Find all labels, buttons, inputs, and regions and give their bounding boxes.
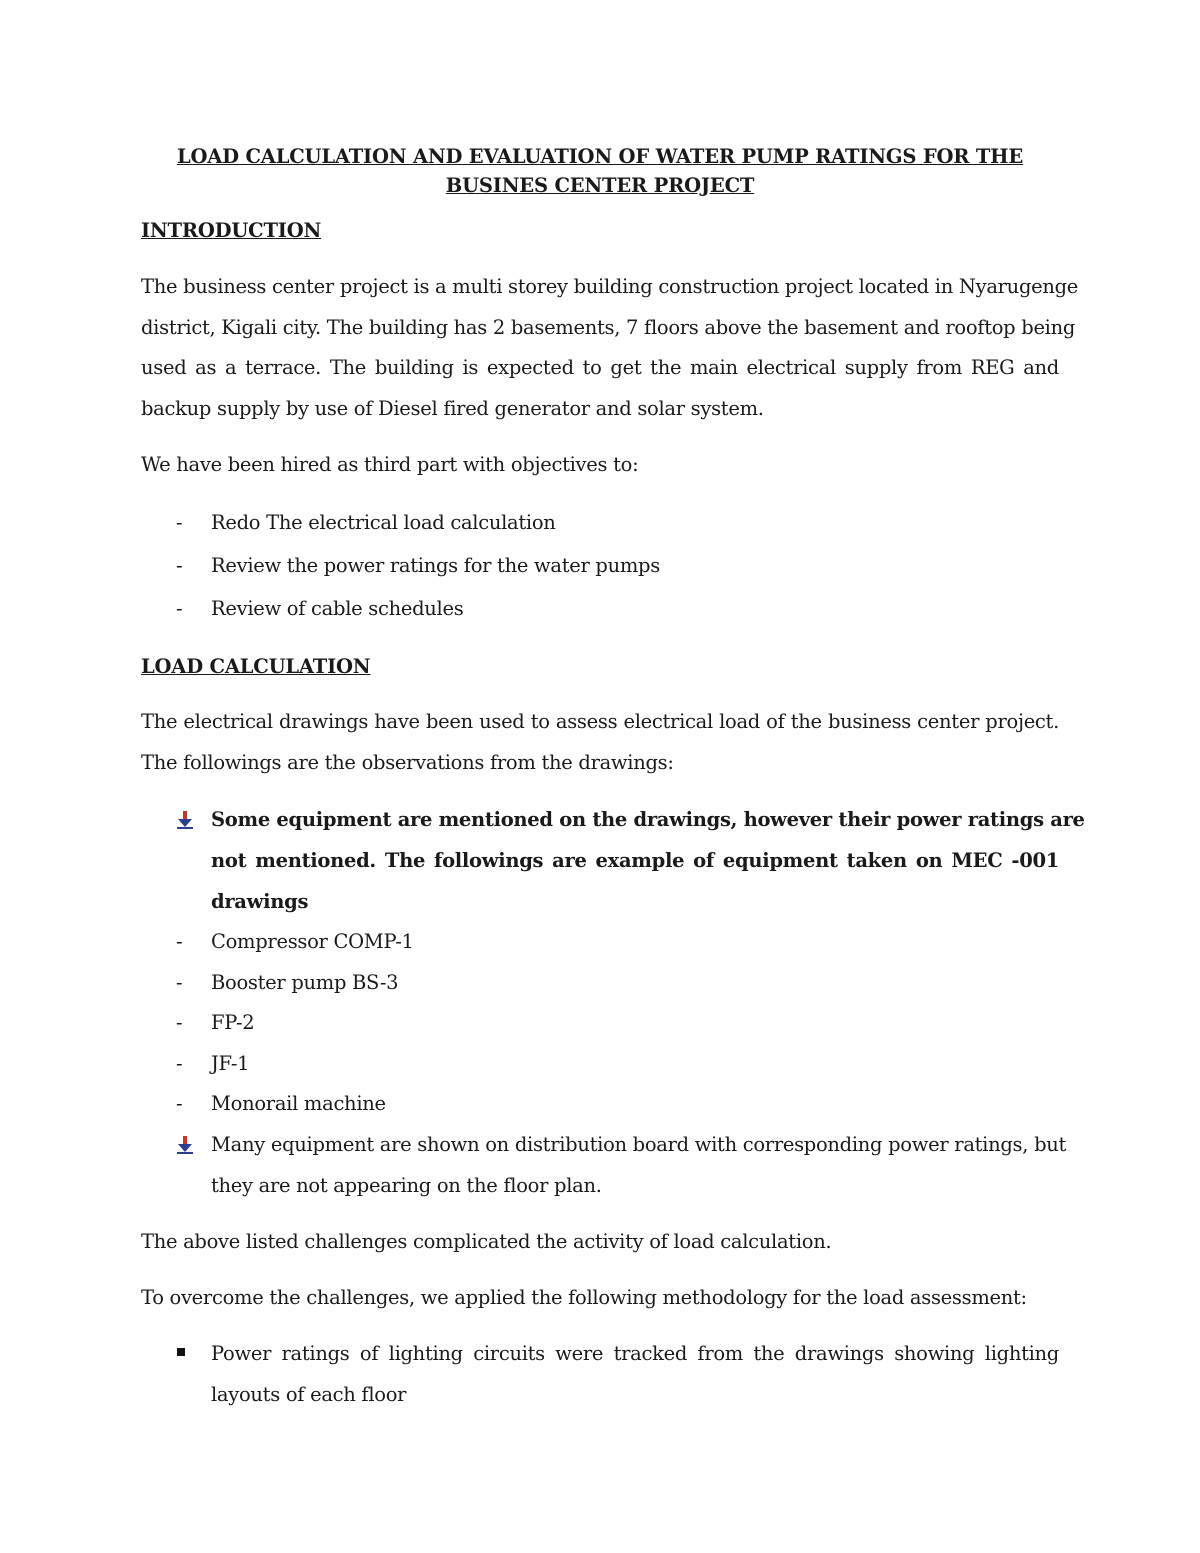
- observation-line: Many equipment are shown on distribution board with corresponding power ratings, but: [211, 1133, 1067, 1156]
- equipment-item: Monorail machine: [211, 1092, 386, 1115]
- observation-line: Some equipment are mentioned on the drawings, however their power ratings are: [211, 808, 1085, 831]
- document-title-line-1: LOAD CALCULATION AND EVALUATION OF WATER PUMP RATINGS FOR THE: [176, 145, 1024, 168]
- methodology-line: Power ratings of lighting circuits were tracked from the drawings showing lighting: [211, 1342, 1059, 1365]
- intro-paragraph-line: The business center project is a multi storey building construction project located in Nyarugenge: [141, 275, 1079, 298]
- methodology-line: layouts of each floor: [211, 1383, 407, 1406]
- dash-bullet: -: [176, 1092, 183, 1115]
- equipment-item: Booster pump BS-3: [211, 971, 399, 994]
- intro-paragraph-line: used as a terrace. The building is expected to get the main electrical supply from REG and: [141, 356, 1059, 379]
- dash-bullet: -: [176, 597, 183, 620]
- observation-line: they are not appearing on the floor plan.: [211, 1174, 602, 1197]
- dash-bullet: -: [176, 511, 183, 534]
- dash-bullet: -: [176, 971, 183, 994]
- objective-item: Review the power ratings for the water pumps: [211, 554, 660, 577]
- objective-item: Redo The electrical load calculation: [211, 511, 556, 534]
- introduction-heading: INTRODUCTION: [141, 219, 322, 242]
- load-paragraph-line: The followings are the observations from the drawings:: [141, 751, 674, 774]
- document-title-line-2: BUSINES CENTER PROJECT: [445, 174, 755, 197]
- square-bullet-icon: [177, 1348, 185, 1356]
- dash-bullet: -: [176, 1052, 183, 1075]
- dash-bullet: -: [176, 554, 183, 577]
- equipment-item: Compressor COMP-1: [211, 930, 414, 953]
- observation-line: drawings: [211, 890, 309, 913]
- arrow-bullet-icon: [177, 810, 193, 830]
- intro-paragraph-line: backup supply by use of Diesel fired generator and solar system.: [141, 397, 764, 420]
- equipment-item: JF-1: [211, 1052, 250, 1075]
- objective-item: Review of cable schedules: [211, 597, 464, 620]
- arrow-bullet-icon: [177, 1135, 193, 1155]
- equipment-item: FP-2: [211, 1011, 255, 1034]
- load-calculation-heading: LOAD CALCULATION: [141, 655, 371, 678]
- observation-line: not mentioned. The followings are example of equipment taken on MEC -001: [211, 849, 1059, 872]
- dash-bullet: -: [176, 1011, 183, 1034]
- objectives-intro: We have been hired as third part with objectives to:: [141, 453, 639, 476]
- load-paragraph-line: The electrical drawings have been used to assess electrical load of the business center project.: [141, 710, 1059, 733]
- methodology-intro: To overcome the challenges, we applied the following methodology for the load assessment:: [141, 1286, 1027, 1309]
- dash-bullet: -: [176, 930, 183, 953]
- challenges-sentence: The above listed challenges complicated the activity of load calculation.: [141, 1230, 832, 1253]
- intro-paragraph-line: district, Kigali city. The building has 2 basements, 7 floors above the basement and rooftop being: [141, 316, 1076, 339]
